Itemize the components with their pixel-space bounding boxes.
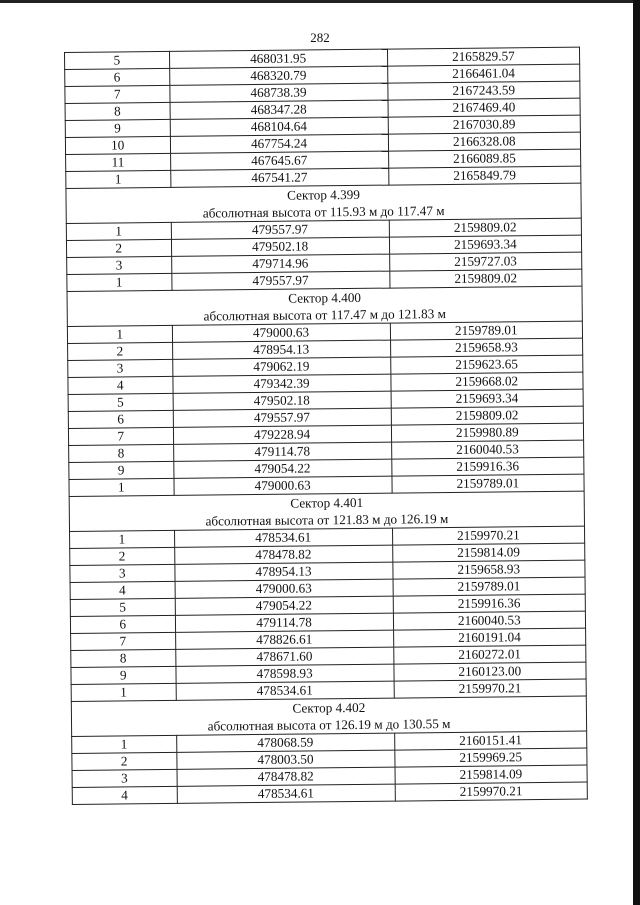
y-coordinate-cell: 2159693.34: [389, 235, 582, 254]
y-coordinate-cell: 2160040.53: [391, 440, 584, 459]
x-coordinate-cell: 468738.39: [169, 83, 387, 102]
y-coordinate-cell: 2167469.40: [388, 98, 581, 117]
y-coordinate-cell: 2167243.59: [387, 81, 580, 100]
y-coordinate-cell: 2159623.65: [390, 355, 583, 374]
point-number-cell: 3: [72, 769, 177, 787]
sector-title: Сектор 4.399: [66, 183, 581, 206]
x-coordinate-cell: 468320.79: [169, 66, 387, 85]
y-coordinate-cell: 2159668.02: [391, 372, 584, 391]
y-coordinate-cell: 2159727.03: [389, 252, 582, 271]
x-coordinate-cell: 467541.27: [170, 168, 388, 187]
point-number-cell: 1: [67, 325, 172, 343]
point-number-cell: 6: [65, 68, 170, 86]
point-number-cell: 7: [71, 632, 176, 650]
x-coordinate-cell: 479000.63: [172, 323, 390, 342]
sector-altitude: абсолютная высота от 115.93 м до 117.47 м: [66, 201, 581, 224]
point-number-cell: 8: [65, 102, 170, 120]
point-number-cell: 8: [69, 444, 174, 462]
y-coordinate-cell: 2166328.08: [388, 132, 581, 151]
y-coordinate-cell: 2167030.89: [388, 115, 581, 134]
y-coordinate-cell: 2159916.36: [393, 594, 586, 613]
y-coordinate-cell: 2166461.04: [387, 64, 580, 83]
y-coordinate-cell: 2159789.01: [393, 577, 586, 596]
y-coordinate-cell: 2159814.09: [395, 765, 588, 784]
y-coordinate-cell: 2159693.34: [391, 389, 584, 408]
x-coordinate-cell: 479502.18: [171, 237, 389, 256]
y-coordinate-cell: 2159916.36: [391, 457, 584, 476]
y-coordinate-cell: 2165849.79: [388, 166, 581, 185]
x-coordinate-cell: 478826.61: [175, 630, 393, 649]
y-coordinate-cell: 2160123.00: [394, 662, 587, 681]
point-number-cell: 5: [68, 393, 173, 411]
x-coordinate-cell: 478598.93: [175, 664, 393, 683]
sector-title: Сектор 4.401: [69, 491, 584, 514]
x-coordinate-cell: 479714.96: [171, 254, 389, 273]
x-coordinate-cell: 479502.18: [173, 391, 391, 410]
x-coordinate-cell: 468347.28: [170, 100, 388, 119]
point-number-cell: 3: [68, 359, 173, 377]
point-number-cell: 1: [69, 478, 174, 496]
point-number-cell: 9: [69, 461, 174, 479]
y-coordinate-cell: 2159809.02: [391, 406, 584, 425]
point-number-cell: 9: [65, 119, 170, 137]
y-coordinate-cell: 2160040.53: [393, 611, 586, 630]
y-coordinate-cell: 2159969.25: [394, 748, 587, 767]
x-coordinate-cell: 479228.94: [173, 425, 391, 444]
x-coordinate-cell: 478534.61: [176, 681, 394, 700]
y-coordinate-cell: 2159809.02: [389, 269, 582, 288]
x-coordinate-cell: 478003.50: [176, 750, 394, 769]
sector-title: Сектор 4.400: [67, 286, 582, 309]
x-coordinate-cell: 478478.82: [177, 767, 395, 786]
point-number-cell: 4: [68, 376, 173, 394]
x-coordinate-cell: 478534.61: [177, 784, 395, 803]
x-coordinate-cell: 479342.39: [172, 374, 390, 393]
point-number-cell: 11: [66, 153, 171, 171]
point-number-cell: 1: [66, 170, 171, 188]
coordinates-table: [64, 47, 588, 805]
y-coordinate-cell: 2159789.01: [390, 321, 583, 340]
point-number-cell: 5: [65, 51, 170, 69]
y-coordinate-cell: 2159970.21: [395, 782, 588, 801]
x-coordinate-cell: 467645.67: [170, 151, 388, 170]
coordinates-table-body: [65, 47, 588, 804]
x-coordinate-cell: 479114.78: [173, 442, 391, 461]
y-coordinate-cell: 2166089.85: [388, 149, 581, 168]
x-coordinate-cell: 468104.64: [170, 117, 388, 136]
y-coordinate-cell: 2165829.57: [387, 47, 580, 66]
x-coordinate-cell: 478954.13: [174, 562, 392, 581]
point-number-cell: 1: [66, 222, 171, 240]
point-number-cell: 1: [67, 273, 172, 291]
y-coordinate-cell: 2160272.01: [393, 645, 586, 664]
x-coordinate-cell: 479000.63: [173, 476, 391, 495]
y-coordinate-cell: 2159789.01: [392, 474, 585, 493]
x-coordinate-cell: 479054.22: [173, 459, 391, 478]
point-number-cell: 8: [71, 649, 176, 667]
x-coordinate-cell: 479000.63: [175, 579, 393, 598]
point-number-cell: 1: [71, 683, 176, 701]
sector-altitude: абсолютная высота от 117.47 м до 121.83 м: [67, 304, 582, 327]
scan-right-edge: [633, 0, 640, 905]
point-number-cell: 1: [72, 735, 177, 753]
x-coordinate-cell: 478478.82: [174, 545, 392, 564]
point-number-cell: 2: [70, 547, 175, 565]
x-coordinate-cell: 479557.97: [171, 271, 389, 290]
page-number: 282: [310, 30, 330, 45]
y-coordinate-cell: 2159970.21: [392, 526, 585, 545]
point-number-cell: 6: [70, 615, 175, 633]
coordinates-document: [64, 47, 588, 805]
sector-title: Сектор 4.402: [71, 696, 586, 719]
y-coordinate-cell: 2159970.21: [394, 679, 587, 698]
y-coordinate-cell: 2159658.93: [393, 560, 586, 579]
point-number-cell: 6: [68, 410, 173, 428]
point-number-cell: 3: [70, 564, 175, 582]
point-number-cell: 1: [70, 530, 175, 548]
point-number-cell: 10: [65, 136, 170, 154]
x-coordinate-cell: 479114.78: [175, 613, 393, 632]
sector-altitude: абсолютная высота от 126.19 м до 130.55 м: [71, 714, 586, 737]
x-coordinate-cell: 478068.59: [176, 733, 394, 752]
x-coordinate-cell: 478671.60: [175, 647, 393, 666]
x-coordinate-cell: 467754.24: [170, 134, 388, 153]
x-coordinate-cell: 479062.19: [172, 357, 390, 376]
point-number-cell: 7: [68, 427, 173, 445]
sector-altitude: абсолютная высота от 121.83 м до 126.19 м: [69, 509, 584, 532]
x-coordinate-cell: 478954.13: [172, 340, 390, 359]
y-coordinate-cell: 2160151.41: [394, 731, 587, 750]
point-number-cell: 3: [67, 256, 172, 274]
x-coordinate-cell: 478534.61: [174, 528, 392, 547]
y-coordinate-cell: 2160191.04: [393, 628, 586, 647]
point-number-cell: 9: [71, 666, 176, 684]
point-number-cell: 2: [66, 239, 171, 257]
y-coordinate-cell: 2159814.09: [392, 543, 585, 562]
x-coordinate-cell: 479557.97: [171, 220, 389, 239]
point-number-cell: 4: [72, 786, 177, 804]
y-coordinate-cell: 2159809.02: [389, 218, 582, 237]
x-coordinate-cell: 479557.97: [173, 408, 391, 427]
point-number-cell: 2: [72, 752, 177, 770]
y-coordinate-cell: 2159980.89: [391, 423, 584, 442]
scan-top-edge: [0, 0, 640, 3]
point-number-cell: 2: [68, 342, 173, 360]
x-coordinate-cell: 468031.95: [169, 49, 387, 68]
y-coordinate-cell: 2159658.93: [390, 338, 583, 357]
point-number-cell: 5: [70, 598, 175, 616]
x-coordinate-cell: 479054.22: [175, 596, 393, 615]
point-number-cell: 7: [65, 85, 170, 103]
point-number-cell: 4: [70, 581, 175, 599]
